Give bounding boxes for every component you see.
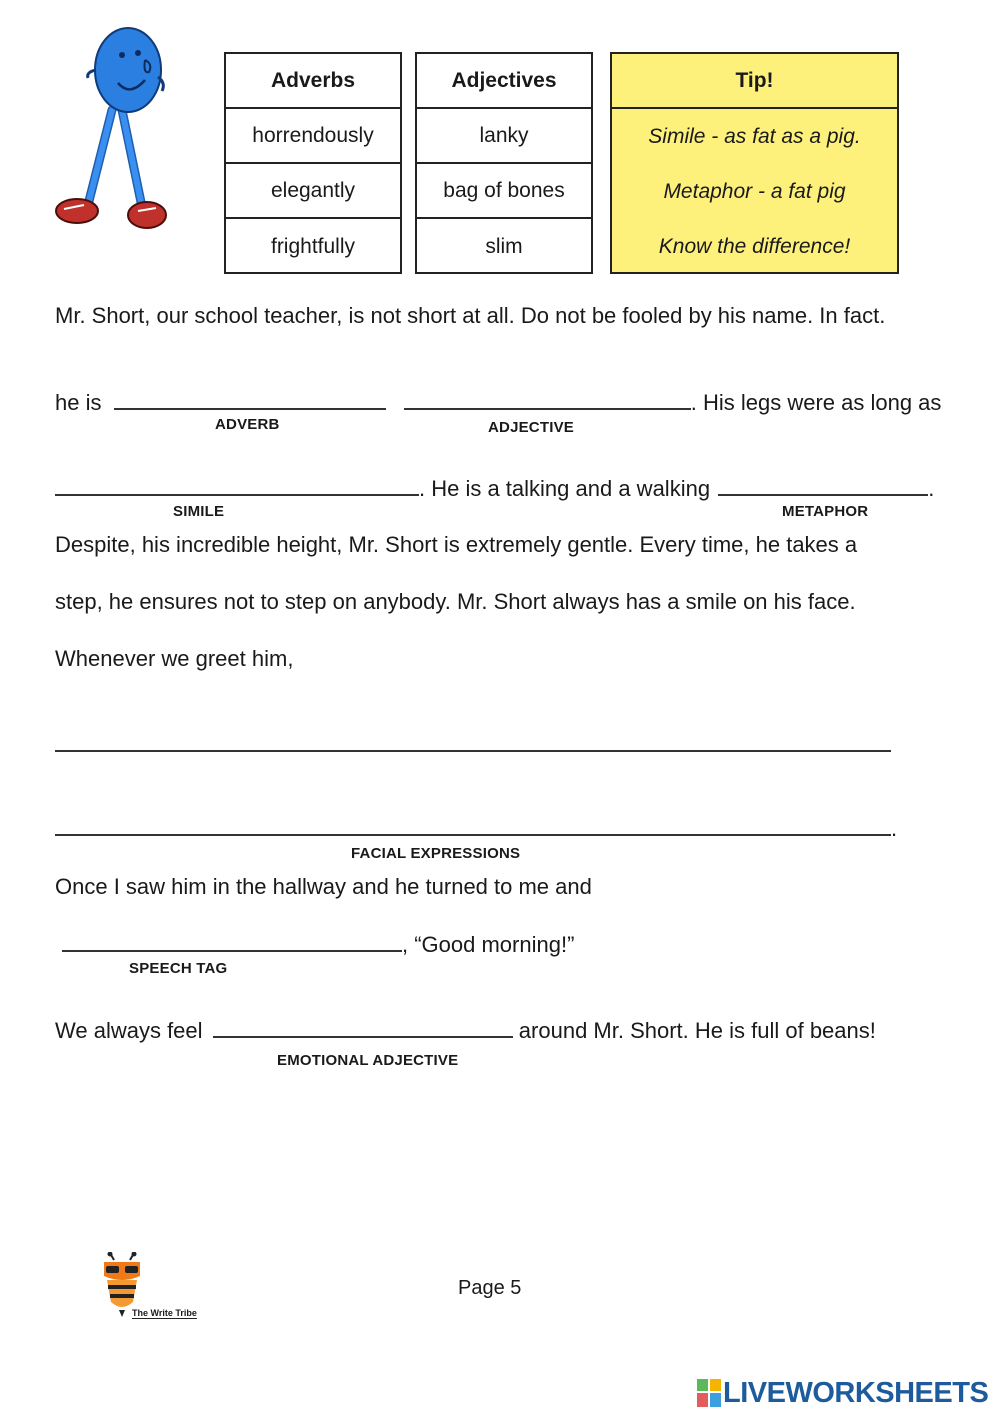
facial-expressions-label: FACIAL EXPRESSIONS bbox=[351, 845, 521, 862]
story-line-3 bbox=[55, 474, 934, 502]
emotional-adjective-label: EMOTIONAL ADJECTIVE bbox=[277, 1052, 459, 1069]
story-line-5: step, he ensures not to step on anybody. Mr. Short always has a smile on his face. bbox=[55, 589, 856, 614]
facial-expression-blank-2[interactable] bbox=[55, 834, 891, 836]
tip-box bbox=[610, 52, 899, 274]
adjective-item: bag of bones bbox=[417, 164, 591, 219]
story-text: , “Good morning!” bbox=[402, 932, 575, 957]
story-line-10 bbox=[55, 1016, 876, 1044]
adjective-item: slim bbox=[485, 234, 523, 258]
brand-name: LIVEWORKSHEETS bbox=[723, 1376, 989, 1409]
story-line-4: Despite, his incredible height, Mr. Short is extremely gentle. Every time, he takes a bbox=[55, 532, 858, 557]
adverb-label: ADVERB bbox=[215, 416, 280, 433]
speech-tag-blank[interactable] bbox=[62, 930, 402, 952]
adjective-item: lanky bbox=[417, 109, 591, 164]
tip-item: Metaphor - a fat pig bbox=[663, 179, 846, 203]
adverb-item: frightfully bbox=[270, 234, 356, 258]
adjectives-header: Adjectives bbox=[417, 54, 591, 109]
adverb-item: horrendously bbox=[226, 109, 400, 164]
adjective-blank[interactable] bbox=[404, 388, 691, 410]
story-text: around Mr. Short. He is full of beans! bbox=[518, 1018, 876, 1043]
liveworksheets-logo-icon bbox=[697, 1379, 721, 1407]
write-tribe-logo bbox=[100, 1252, 210, 1324]
story-text: . bbox=[928, 476, 935, 501]
tip-header: Tip! bbox=[612, 54, 897, 109]
story-text: We always feel bbox=[55, 1018, 203, 1043]
story-text: . He is a talking and a walking bbox=[419, 476, 711, 501]
metaphor-label: METAPHOR bbox=[782, 503, 869, 520]
story-line-2 bbox=[55, 388, 941, 416]
adverbs-table bbox=[224, 52, 402, 274]
adjective-label: ADJECTIVE bbox=[488, 419, 574, 436]
tip-item: Simile - as fat as a pig. bbox=[648, 124, 861, 148]
adverb-item: elegantly bbox=[226, 164, 400, 219]
liveworksheets-brand bbox=[697, 1376, 988, 1410]
page-number: Page 5 bbox=[458, 1277, 522, 1299]
metaphor-blank[interactable] bbox=[718, 474, 928, 496]
story-text: he is bbox=[55, 390, 102, 415]
emotional-adjective-blank[interactable] bbox=[213, 1016, 513, 1038]
story-text: . His legs were as long as bbox=[690, 390, 942, 415]
facial-expression-blank-1[interactable] bbox=[55, 750, 891, 752]
speech-tag-label: SPEECH TAG bbox=[129, 960, 228, 977]
story-line-9 bbox=[62, 930, 574, 958]
mr-tall-character-illustration bbox=[50, 25, 175, 240]
story-line-1: Mr. Short, our school teacher, is not short at all. Do not be fooled by his name. In fact. bbox=[55, 303, 886, 328]
story-line-6: Whenever we greet him, bbox=[55, 646, 294, 671]
story-text: . bbox=[891, 816, 898, 841]
logo-text: The Write Tribe bbox=[132, 1308, 197, 1318]
adverb-blank[interactable] bbox=[114, 388, 386, 410]
simile-blank[interactable] bbox=[55, 474, 419, 496]
adjectives-table bbox=[415, 52, 593, 274]
story-line-8: Once I saw him in the hallway and he turned to me and bbox=[55, 874, 592, 899]
adverbs-header: Adverbs bbox=[226, 54, 400, 109]
tip-item: Know the difference! bbox=[658, 234, 851, 258]
simile-label: SIMILE bbox=[173, 503, 225, 520]
